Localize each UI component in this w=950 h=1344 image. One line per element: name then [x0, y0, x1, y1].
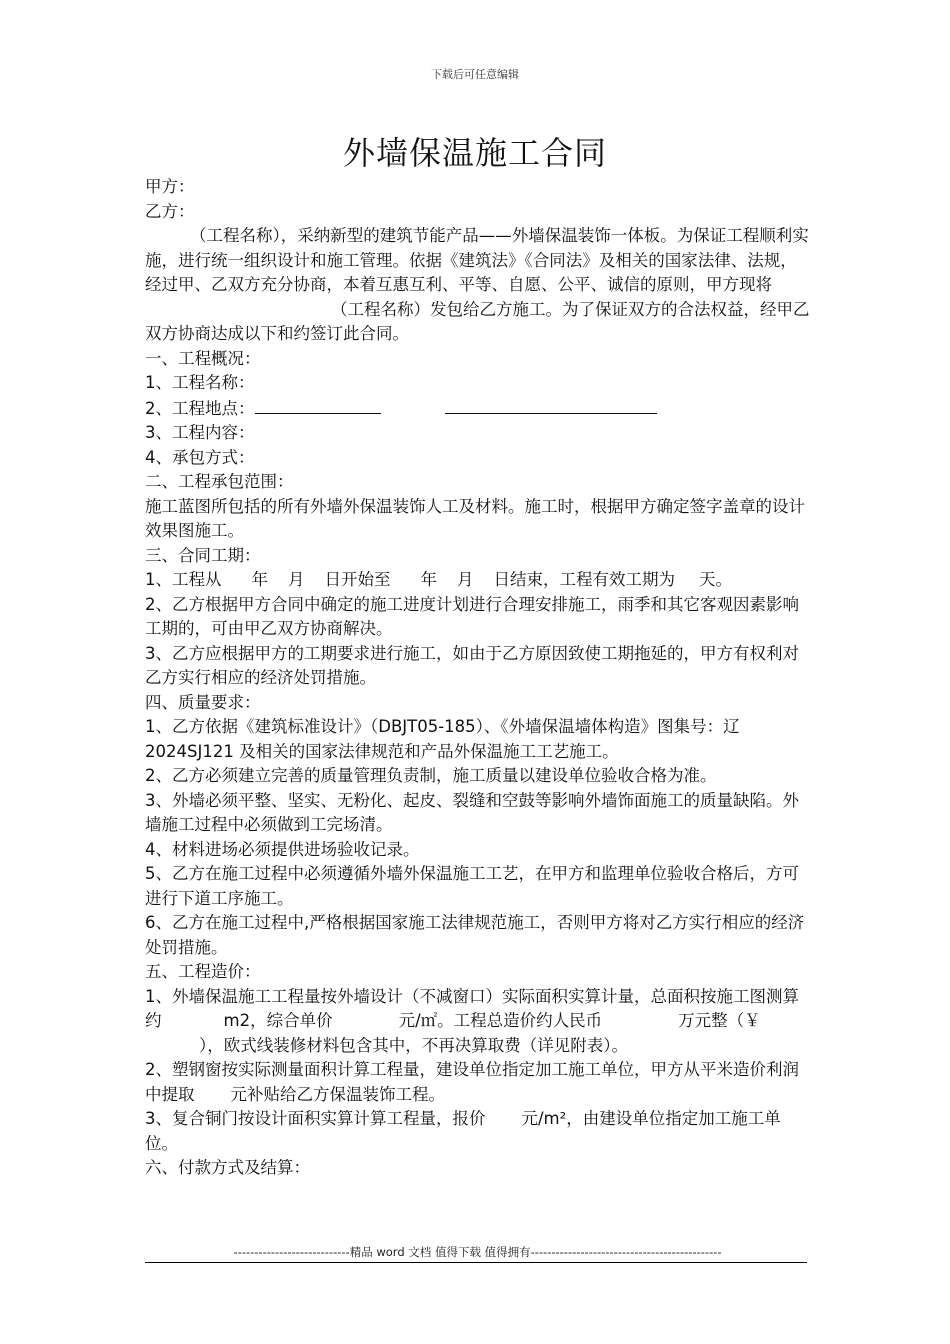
footer-divider	[145, 1262, 807, 1263]
quality-item-4: 4、材料进场必须提供进场验收记录。	[145, 839, 420, 859]
intro-part1: （工程名称），采纳新型的建筑节能产品——外墙保温装饰一体板。为保证工程顺利实施，进行统一组织设计和施工管理。依据《建筑法》《合同法》及相关的国家法律、法规，经过甲、乙双方充分协商，本着互惠互利、平等、自愿、公平、诚信的原则，甲方现将	[145, 226, 809, 294]
schedule-item-3: 3、乙方应根据甲方的工期要求进行施工，如由于乙方原因致使工期拖延的，甲方有权利对乙方实行相应的经济处罚措施。	[145, 643, 799, 687]
quality-item-5: 5、乙方在施工过程中必须遵循外墙外保温施工工艺，在甲方和监理单位验收合格后，方可进行下道工序施工。	[145, 864, 799, 908]
location-blank-2	[445, 396, 657, 414]
intro-part2: （工程名称）发包给乙方施工。为了保证双方的合法权益，经甲乙双方协商达成以下和约签订此合同。	[145, 299, 810, 343]
cost-item-2: 2、塑钢窗按实际测量面积计算工程量，建设单位指定加工施工单位，甲方从平米造价利润中提取 元补贴给乙方保温装饰工程。	[145, 1060, 799, 1104]
scope-paragraph: 施工蓝图所包括的所有外墙外保温装饰人工及材料。施工时，根据甲方确定签字盖章的设计效果图施工。	[145, 496, 805, 540]
intro-paragraph	[145, 224, 810, 347]
party-b-line: 乙方：	[145, 201, 195, 221]
schedule-item-2: 2、乙方根据甲方合同中确定的施工进度计划进行合理安排施工，雨季和其它客观因素影响工期的，可由甲乙双方协商解决。	[145, 594, 799, 638]
section-1-title: 一、工程概况：	[145, 348, 261, 368]
contract-body	[145, 175, 810, 1181]
document-title: 外墙保温施工合同	[342, 134, 607, 172]
section-4-title: 四、质量要求：	[145, 692, 261, 712]
quality-item-2: 2、乙方必须建立完善的质量管理负责制，施工质量以建设单位验收合格为准。	[145, 766, 717, 785]
schedule-item-1: 1、工程从 年 月 日开始至 年 月 日结束，工程有效工期为 天。	[145, 570, 732, 589]
location-blank-1	[255, 396, 381, 414]
section-6-title: 六、付款方式及结算：	[145, 1158, 310, 1177]
quality-item-3: 3、外墙必须平整、坚实、无粉化、起皮、裂缝和空鼓等影响外墙饰面施工的质量缺陷。外墙施工过程中必须做到工完场清。	[145, 790, 799, 834]
header-note: 下载后可任意编辑	[431, 68, 519, 81]
cost-item-1: 1、外墙保温施工工程量按外墙设计（不减窗口）实际面积实算计量，总面积按施工图测算约 m2，综合单价 元/㎡。工程总造价约人民币 万元整（￥），欧式线装修材料包含其中，不再决算取费（详见附表）。	[145, 986, 799, 1055]
project-name-line: 1、工程名称：	[145, 373, 255, 392]
project-content-line: 3、工程内容：	[145, 423, 255, 442]
project-location-line: 2、工程地点：	[145, 396, 810, 422]
cost-item-3: 3、复合铜门按设计面积实算计算工程量，报价 元/m²，由建设单位指定加工施工单位。	[145, 1109, 781, 1153]
contract-mode-line: 4、承包方式：	[145, 447, 255, 467]
section-5-title: 五、工程造价：	[145, 962, 261, 981]
quality-item-6: 6、乙方在施工过程中,严格根据国家施工法律规范施工，否则甲方将对乙方实行相应的经济处罚措施。	[145, 913, 805, 957]
quality-item-1: 1、乙方依据《建筑标准设计》（DBJT05-185）、《外墙保温墙体构造》图集号：辽 2024SJ121 及相关的国家法律规范和产品外保温施工工艺施工。	[145, 717, 740, 761]
section-2-title: 二、工程承包范围：	[145, 472, 294, 491]
footer-note: ----------------------------精品 word 文档 值得下载 值得拥有----------------------------------------------	[233, 1245, 722, 1259]
section-3-title: 三、合同工期：	[145, 545, 261, 565]
party-a-line: 甲方：	[145, 177, 195, 196]
